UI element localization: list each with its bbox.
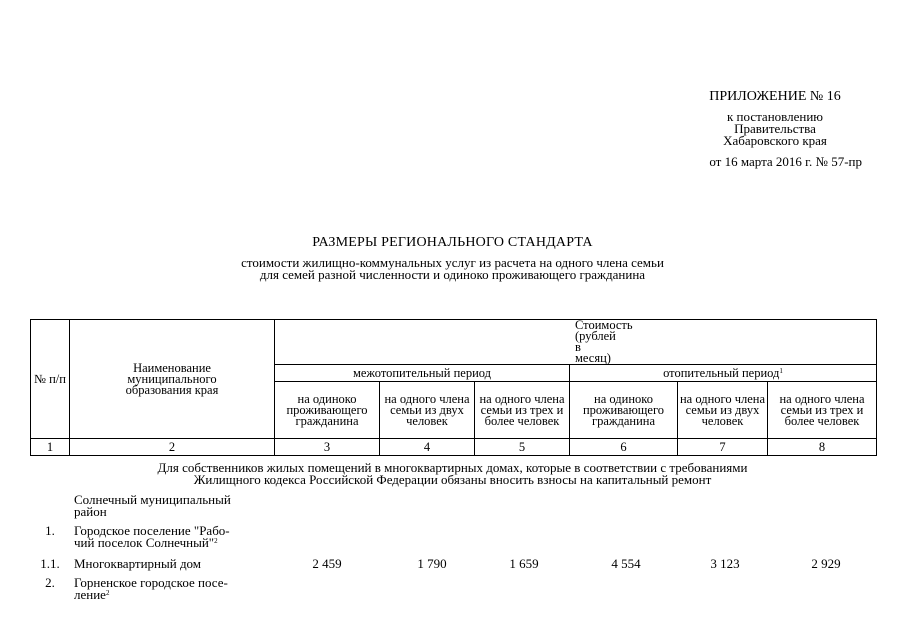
row-number: 1.	[45, 523, 55, 538]
row-name-line	[74, 589, 274, 601]
row-name-line: Солнечный муниципальный	[74, 492, 231, 507]
row-name-line: Многоквартирный дом	[74, 556, 202, 571]
col-number: 6	[570, 439, 678, 456]
appendix-date: от 16 марта 2016 г. № 57-пр	[709, 154, 862, 169]
header-num: № п/п	[31, 320, 70, 439]
document-title: РАЗМЕРЫ РЕГИОНАЛЬНОГО СТАНДАРТА	[312, 235, 593, 250]
col-number: 4	[380, 439, 475, 456]
header-col-three: на одного члена семьи из трех и более человек	[768, 382, 877, 439]
header-period-inter: межотопительный период	[275, 365, 570, 382]
row-name-text: ление	[74, 587, 106, 602]
header-cost: Стоимость (рублей в месяц)	[275, 320, 877, 365]
value-cell: 1 790	[417, 556, 447, 571]
value-cell: 3 123	[710, 556, 740, 571]
header-col-three: на одного члена семьи из трех и более человек	[475, 382, 570, 439]
footnote-marker: 1	[779, 366, 783, 375]
document-subtitle-2: для семей разной численности и одиноко проживающего гражданина	[259, 267, 646, 282]
section-heading-line-1: Для собственников жилых помещений в многоквартирных домах, которые в соответствии с требованиями	[157, 460, 748, 475]
col-number: 1	[31, 439, 70, 456]
header-period-heating	[570, 365, 877, 382]
col-number: 7	[678, 439, 768, 456]
value-cell: 1 659	[509, 556, 539, 571]
appendix-line-2: Правительства	[734, 121, 816, 136]
appendix-line-3: Хабаровского края	[723, 133, 827, 148]
section-heading-line-2: Жилищного кодекса Российской Федерации обязаны вносить взносы на капитальный ремонт	[193, 472, 712, 487]
document-subtitle-1: стоимости жилищно-коммунальных услуг из расчета на одного члена семьи	[241, 255, 664, 270]
cost-table-header	[30, 319, 877, 456]
header-col-two: на одного члена семьи из двух человек	[678, 382, 768, 439]
row-name-line: район	[74, 504, 107, 519]
value-cell: 2 929	[811, 556, 841, 571]
appendix-line-1: к постановлению	[726, 109, 824, 124]
footnote-marker: 2	[105, 589, 110, 597]
row-name-line	[74, 537, 274, 549]
value-cell: 2 459	[312, 556, 342, 571]
row-number: 2.	[45, 575, 55, 590]
header-col-single: на одиноко проживающего гражданина	[275, 382, 380, 439]
row-name-line: Городское поселение "Рабо-	[74, 523, 230, 538]
row-name	[74, 558, 274, 570]
row-name-text: чий поселок Солнечный"	[74, 535, 215, 550]
row-number: 1.1.	[40, 556, 60, 571]
row-name	[74, 577, 274, 601]
header-name: Наименование муниципального образования края	[70, 320, 275, 439]
col-number: 3	[275, 439, 380, 456]
header-col-single: на одиноко проживающего гражданина	[570, 382, 678, 439]
value-cell: 4 554	[611, 556, 641, 571]
header-period-heating-label: отопительный период	[663, 365, 780, 380]
col-number: 5	[475, 439, 570, 456]
row-name	[74, 525, 274, 549]
col-number: 8	[768, 439, 877, 456]
row-name	[74, 494, 274, 518]
col-number: 2	[70, 439, 275, 456]
appendix-heading: ПРИЛОЖЕНИЕ № 16	[709, 89, 841, 104]
header-col-two: на одного члена семьи из двух человек	[380, 382, 475, 439]
row-name-line: Горненское городское посе-	[74, 575, 228, 590]
footnote-marker: 2	[214, 537, 218, 545]
